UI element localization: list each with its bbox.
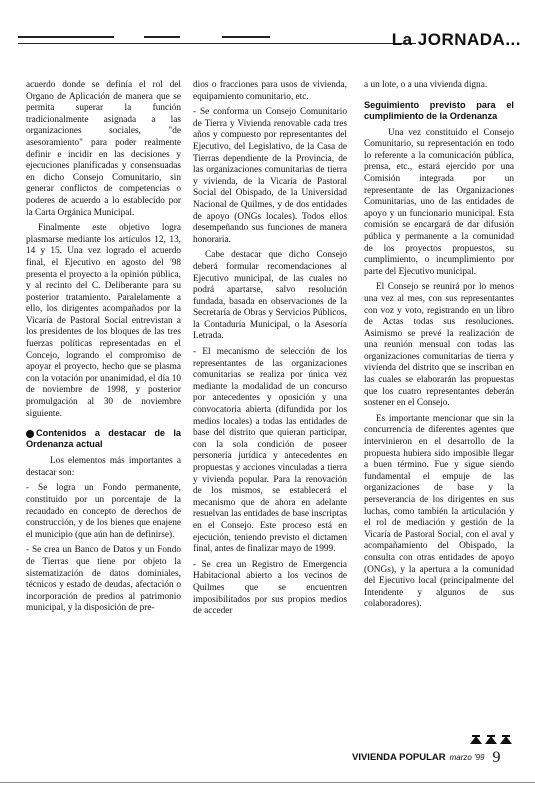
publication-logo-icon: [470, 735, 512, 744]
paragraph: Cabe destacar que dicho Consejo deberá formular recomendaciones al Ejecutivo municipal, de las cuales no podrá apartarse, salvo resolución fundada, basada en observaciones de la Secretaría de Obras y Servicios Públicos, la Contaduría Municipal, o la Asesoría Letrada.: [193, 250, 347, 342]
magazine-section-title: La JORNADA...: [391, 30, 521, 49]
paragraph: a un lote, o a una vivienda digna.: [364, 80, 488, 90]
paragraph: - Se crea un Banco de Datos y un Fondo de Tierras que tiene por objeto la sistematización de datos dominiales, técnicos y estado de deudas, afectación o incorporación de predios al patrimonio municipal, y la disposición de pre-: [26, 545, 181, 614]
paragraph: - Se crea un Registro de Emergencia Habitacional abierto a los vecinos de Quilmes que se encuentren imposibilitados por sus propios medios de acceder: [193, 559, 347, 617]
publication-name: VIVIENDA POPULAR: [352, 752, 446, 763]
page-footer: [352, 749, 500, 767]
paragraph: - El mecanismo de selección de los representantes de las organizaciones comunitarias se realiza por única vez mediante la modalidad de un concurso por antecedentes y oposición y una convocatoria abierta (difundida por los medios locales) a todas las entidades de base del distrito que quieran participar, con la sola condición de poseer personería jurídica y antecedentes en propuestas y acciones vinculadas a tierra y vivienda popular. Para la renovación de los mismos, se establecerá el mecanismo que de ahora en adelante resuelvan las entidades de base inscriptas en el Consejo. Este proceso está en ejecución, teniendo previsto el dictamen final, antes de finalizar mayo de 1999.: [193, 347, 347, 555]
paragraph: acuerdo donde se definía el rol del Organo de Aplicación de manera que se permita superar la función tradicionalmente asignada a las organizaciones sociales, "de asesoramiento" para poder realmente definir e incidir en las decisiones y ejecuciones planificadas y consensuadas en dicho Consejo Comunitario, sin generar conflictos de competencias o poderes de acuerdo a lo establecido por la Carta Orgánica Municipal.: [26, 80, 181, 218]
paragraph: Es importante mencionar que sin la concurrencia de diferentes agentes que intervinieron en el desarrollo de la propuesta hubiera sido imposible llegar a buen término. Fue y sigue siendo fundamental el empuje de las organizaciones de base y la perseverancia de los dirigentes en sus luchas, como también la articulación y el rol de mediación y gestión de la Vicaría de Pastoral Social, con el aval y acompañamiento del Obispado, la consulta con otras entidades de apoyo (ONGs), y la apertura a la comunidad del Ejecutivo local (principalmente del Intendente y algunos de sus colaboradores).: [364, 413, 514, 610]
column-1: [26, 80, 181, 619]
paragraph: El Consejo se reunirá por lo menos una vez al mes, con sus representantes con voz y voto, registrando en un libro de Actas todas sus resoluciones. Asimismo se prevé la realización de una reunión mensual con todas las organizaciones comunitarias de tierra y vivienda del distrito que se inscriban en las cuales se elaborarán las propuestas que los cuatro representantes deberán sostener en el Consejo.: [364, 282, 514, 409]
header-rule: [18, 43, 416, 44]
header-rule-segment: [18, 36, 114, 38]
column-2: [193, 80, 347, 622]
paragraph: Una vez constituido el Consejo Comunitario, su representación en todo lo referente a la comunicación pública, prensa, etc., estará ejercido por una Comisión integrada por un representante de las Organizaciones Comunitarias, uno de las entidades de apoyo y un funcionario municipal. Esta comisión se encargará de dar difusión pública y permanente a la comunidad de los proyectos propuestos, su cumplimiento, o incumplimiento por parte del Ejecutivo municipal.: [364, 127, 514, 277]
section-heading-text: Contenidos a destacar de la Ordenanza actual: [26, 428, 181, 450]
paragraph: - Se logra un Fondo permanente, constituido por un porcentaje de la recaudado en concepto de derechos de construcción, y de los bienes que enajene el municipio (que aún han de definirse).: [26, 483, 181, 540]
header-rule-segment: [144, 36, 180, 38]
header-rule-segment: [222, 36, 270, 38]
section-heading: Seguimiento previsto para el cumplimiento de la Ordenanza: [364, 99, 514, 121]
paragraph: - Se conforma un Consejo Comunitario de Tierra y Vivienda renovable cada tres años y compuesto por representantes del Ejecutivo, del Legislativo, de la Casa de Tierras dependiente de la Provincia, de las organizaciones comunitarias de tierra y vivienda, de la Vicaría de Pastoral Social del Obispado, de la Universidad Nacional de Quilmes, y de dos entidades de apoyo (ONGs locales). Todos ellos desempeñando sus funciones de manera honoraria.: [193, 107, 347, 245]
bottom-rule: [0, 782, 535, 783]
ink-blot-icon: [26, 430, 34, 438]
issue-date: marzo '99: [449, 753, 485, 762]
section-heading: [26, 428, 181, 450]
page-number: 9: [492, 749, 501, 766]
paragraph: dios o fracciones para usos de vivienda, equipamiento comunitario, etc.: [193, 80, 347, 102]
paragraph: Los elementos más importantes a destacar son:: [26, 456, 181, 478]
paragraph: Finalmente este objetivo logra plasmarse mediante los artículos 12, 13, 14 y 15. Una vez logrado el acuerdo final, el Ejecutivo en agosto del '98 presenta el proyecto a la opinión pública, y al recinto del C. Deliberante para su posterior tratamiento. Paralelamente a ello, los dirigentes acompañados por la Vicaría de Pastoral Social entrevistan a los presidentes de los bloques de las tres fuerzas políticas representadas en el Concejo, logrando el compromiso de apoyar el proyecto, hecho que se plasma con la votación por unanimidad, el día 10 de noviembre de 1998, y posterior promulgación al 30 de noviembre siguiente.: [26, 223, 181, 419]
column-3: [364, 80, 514, 615]
